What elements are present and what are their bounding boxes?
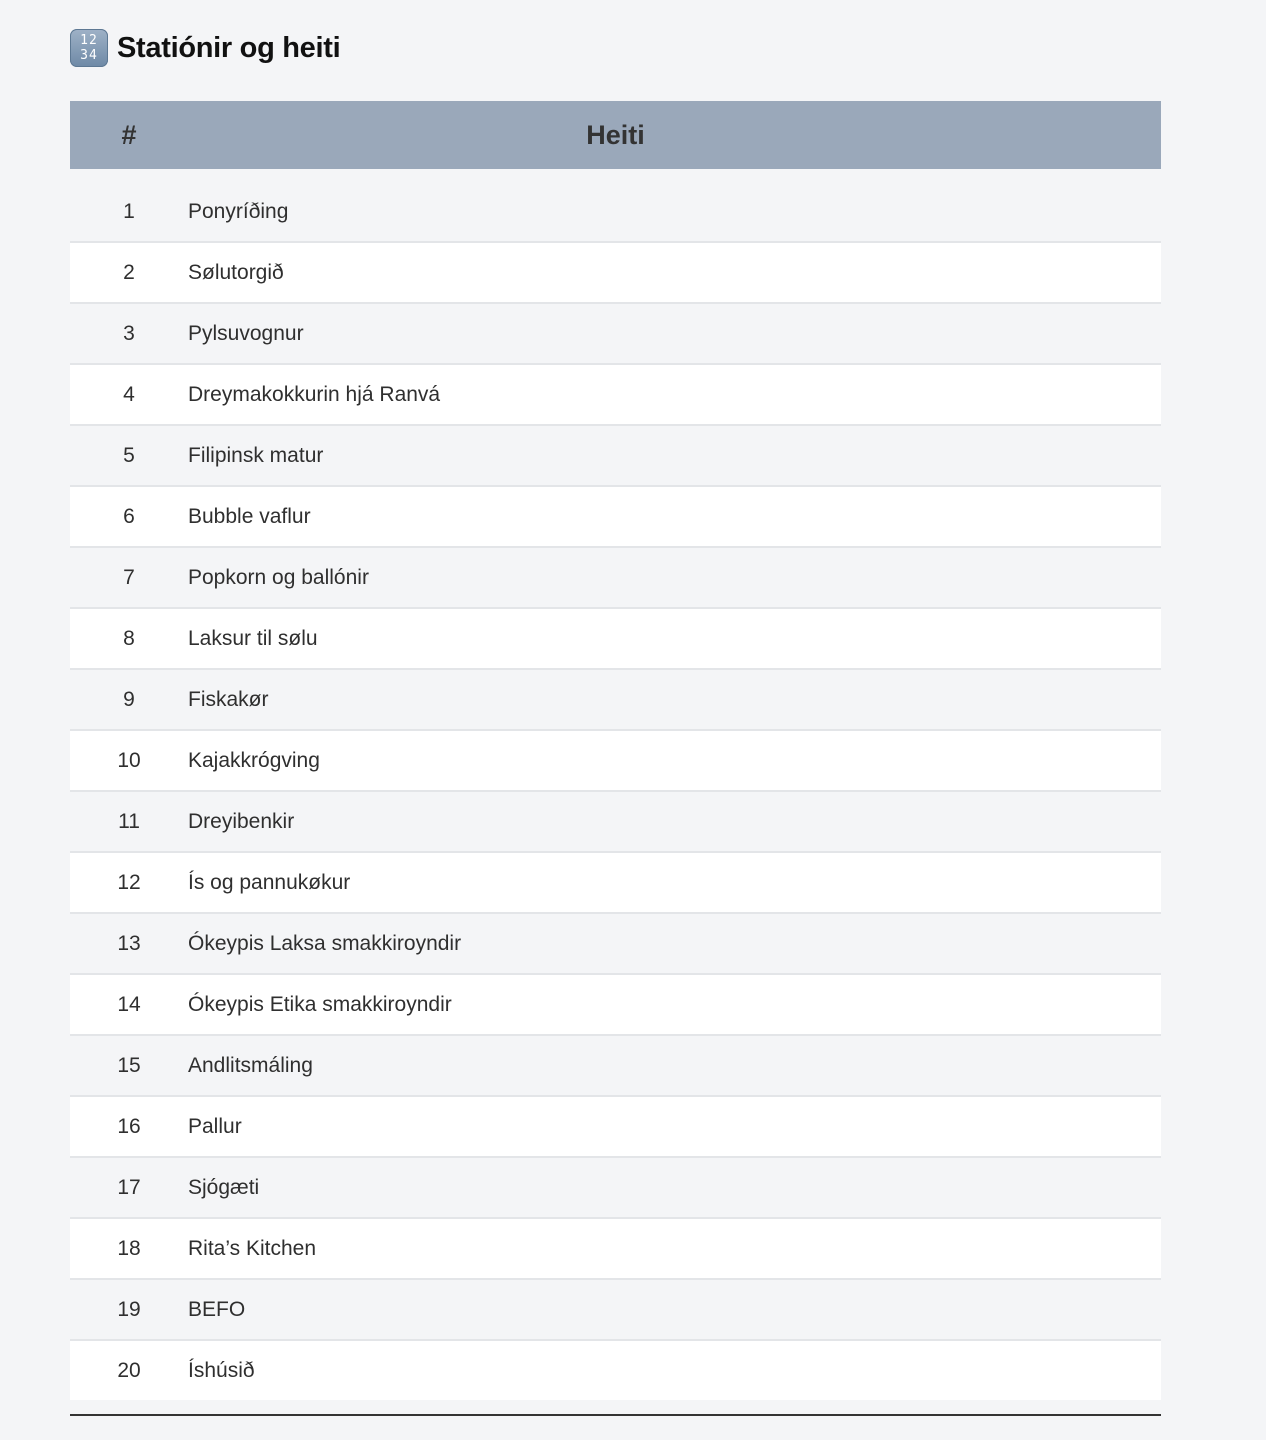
station-name: Íshúsið bbox=[188, 1358, 255, 1382]
station-name: Sjógæti bbox=[188, 1175, 260, 1199]
row-number: 9 bbox=[123, 687, 135, 711]
row-number: 18 bbox=[117, 1236, 141, 1260]
row-number: 16 bbox=[117, 1114, 141, 1138]
section-heading bbox=[70, 28, 340, 68]
row-number: 4 bbox=[123, 382, 135, 406]
row-number: 10 bbox=[117, 748, 141, 772]
row-number: 20 bbox=[117, 1358, 141, 1382]
table-row bbox=[70, 914, 1161, 975]
icon-digits-top: 12 bbox=[80, 33, 98, 48]
row-number: 15 bbox=[117, 1053, 141, 1077]
station-name: Dreyibenkir bbox=[188, 809, 295, 833]
station-name: Ókeypis Etika smakkiroyndir bbox=[188, 992, 452, 1016]
column-header-name: Heiti bbox=[586, 119, 645, 150]
station-name: Laksur til sølu bbox=[188, 626, 318, 650]
table-row bbox=[70, 670, 1161, 731]
station-name: BEFO bbox=[188, 1297, 246, 1321]
row-number: 8 bbox=[123, 626, 135, 650]
station-name: Popkorn og ballónir bbox=[188, 565, 369, 589]
table-row bbox=[70, 1280, 1161, 1341]
table-row bbox=[70, 792, 1161, 853]
table-row bbox=[70, 853, 1161, 914]
input-numbers-icon bbox=[70, 29, 108, 67]
row-number: 19 bbox=[117, 1297, 141, 1321]
table-row bbox=[70, 1341, 1161, 1400]
station-name: Pylsuvognur bbox=[188, 321, 304, 345]
station-name: Sølutorgið bbox=[188, 260, 284, 284]
table-row bbox=[70, 731, 1161, 792]
station-name: Ókeypis Laksa smakkiroyndir bbox=[188, 931, 462, 955]
station-name: Rita’s Kitchen bbox=[188, 1236, 317, 1260]
table-row bbox=[70, 426, 1161, 487]
station-name: Andlitsmáling bbox=[188, 1053, 313, 1077]
table-row bbox=[70, 304, 1161, 365]
table-row bbox=[70, 487, 1161, 548]
table-row bbox=[70, 1219, 1161, 1280]
row-number: 6 bbox=[123, 504, 135, 528]
stations-table bbox=[70, 101, 1161, 1416]
table-row bbox=[70, 365, 1161, 426]
station-name: Pallur bbox=[188, 1114, 242, 1138]
row-number: 5 bbox=[123, 443, 135, 467]
table-body bbox=[70, 182, 1161, 1400]
table-row bbox=[70, 548, 1161, 609]
table-row bbox=[70, 1036, 1161, 1097]
station-name: Dreymakokkurin hjá Ranvá bbox=[188, 382, 441, 406]
row-number: 12 bbox=[117, 870, 141, 894]
station-name: Kajakkrógving bbox=[188, 748, 320, 772]
row-number: 14 bbox=[117, 992, 141, 1016]
table-row bbox=[70, 975, 1161, 1036]
station-name: Fiskakør bbox=[188, 687, 269, 711]
station-name: Ís og pannukøkur bbox=[188, 870, 351, 894]
table-row bbox=[70, 1158, 1161, 1219]
station-name: Bubble vaflur bbox=[188, 504, 311, 528]
table-header bbox=[70, 101, 1161, 169]
row-number: 1 bbox=[123, 199, 135, 223]
icon-digits-bottom: 34 bbox=[80, 48, 98, 63]
row-number: 7 bbox=[123, 565, 135, 589]
row-number: 13 bbox=[117, 931, 141, 955]
table-row bbox=[70, 182, 1161, 243]
row-number: 11 bbox=[118, 809, 140, 833]
table-row bbox=[70, 609, 1161, 670]
table-bottom-rule bbox=[70, 1414, 1161, 1416]
page-title: Statiónir og heiti bbox=[117, 31, 341, 64]
row-number: 17 bbox=[117, 1175, 141, 1199]
station-name: Ponyríðing bbox=[188, 199, 289, 223]
row-number: 3 bbox=[123, 321, 135, 345]
column-header-number: # bbox=[121, 119, 137, 150]
row-number: 2 bbox=[123, 260, 135, 284]
station-name: Filipinsk matur bbox=[188, 443, 324, 467]
table-row bbox=[70, 1097, 1161, 1158]
table-row bbox=[70, 243, 1161, 304]
